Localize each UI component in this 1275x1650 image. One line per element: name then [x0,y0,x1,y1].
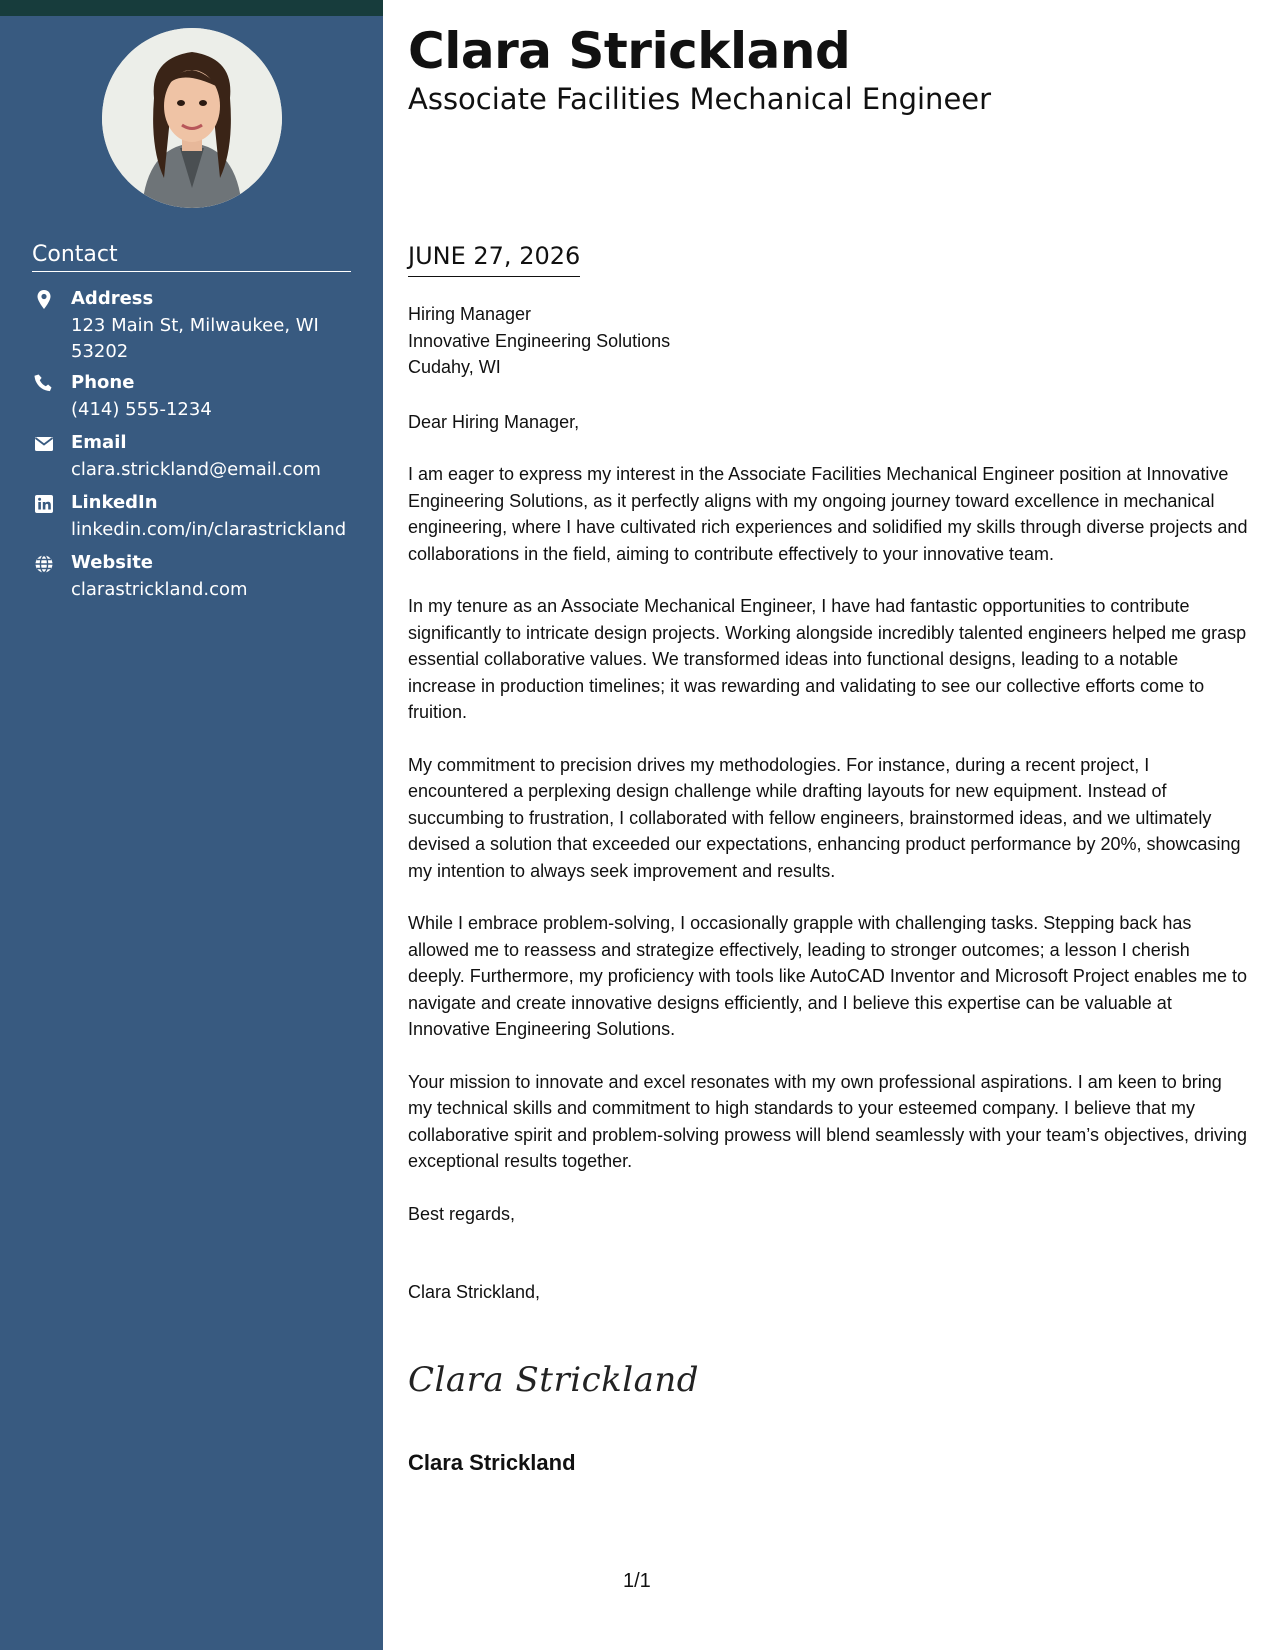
globe-icon [32,552,56,576]
signature-image: Clara Strickland [408,1360,700,1400]
linkedin-value: linkedin.com/in/clarastrickland [71,519,347,540]
sidebar [0,16,383,1650]
phone-icon [32,372,56,396]
map-pin-icon [32,288,56,312]
recipient-line: Hiring Manager [408,304,532,324]
linkedin-label: LinkedIn [71,492,158,513]
page-number: 1/1 [623,1570,651,1592]
body-paragraph: My commitment to precision drives my methodologies. For instance, during a recent project, I encountered a perplexing design challenge while drafting layouts for new equipment. Instead of succumbing to frustration, I collaborated with fellow engineers, brainstormed ideas, and we ultimately devised a solution that exceeded our expectations, enhancing product performance by 20%, showcasing my intention to always seek improvement and results. [408,754,1241,881]
phone-value: (414) 555-1234 [71,399,212,420]
top-accent-bar [0,0,383,16]
recipient-block [408,301,1248,381]
applicant-name: Clara Strickland [408,22,851,80]
email-value: clara.strickland@email.com [71,459,321,480]
linkedin-icon [32,492,56,516]
address-value: 123 Main St, Milwaukee, WI 53202 [71,315,319,362]
closing: Best regards, [408,1203,516,1224]
salutation: Dear Hiring Manager, [408,411,580,432]
body-paragraph: While I embrace problem-solving, I occasionally grapple with challenging tasks. Stepping back has allowed me to reassess and strategize effectively, leading to stronger outcomes; a lesson I cherish deeply. Furthermore, my proficiency with tools like AutoCAD Inventor and Microsoft Project enables me to navigate and create innovative designs efficiently, and I believe this expertise can be valuable at Innovative Engineering Solutions. [408,913,1248,1039]
body-paragraph: In my tenure as an Associate Mechanical Engineer, I have had fantastic opportunities to contribute significantly to intricate design projects. Working alongside incredibly talented engineers helped me grasp essential collaborative values. We transformed ideas into functional designs, leading to a notable increase in production timelines; it was rewarding and validating to see our collective efforts come to fruition. [408,596,1247,722]
address-label: Address [71,288,154,309]
avatar [102,28,282,208]
body-paragraph: I am eager to express my interest in the Associate Facilities Mechanical Engineer position at Innovative Engineering Solutions, as it perfectly aligns with my ongoing journey toward excellence in mechanical engineering, where I have cultivated rich experiences and solidified my skills through diverse projects and collaborations in the field, aiming to contribute effectively to your innovative team. [408,464,1248,564]
envelope-icon [32,432,56,456]
recipient-line: Innovative Engineering Solutions [408,330,671,351]
letter-date: JUNE 27, 2026 [408,242,580,277]
printed-name: Clara Strickland [408,1450,576,1475]
letter-main [408,0,1248,1650]
email-label: Email [71,432,127,453]
letter-body [408,301,1248,1332]
website-value: clarastrickland.com [71,579,248,600]
body-paragraph: Your mission to innovate and excel resonates with my own professional aspirations. I am keen to bring my technical skills and commitment to high standards to your esteemed company. I believe that my collaborative spirit and problem-solving prowess will blend seamlessly with your team’s objectives, driving exceptional results together. [408,1071,1248,1171]
website-label: Website [71,552,154,573]
recipient-line: Cudahy, WI [408,357,501,377]
sign-off: Clara Strickland, [408,1282,541,1302]
phone-label: Phone [71,372,135,393]
contact-heading: Contact [32,242,351,272]
applicant-role: Associate Facilities Mechanical Engineer [408,82,992,116]
